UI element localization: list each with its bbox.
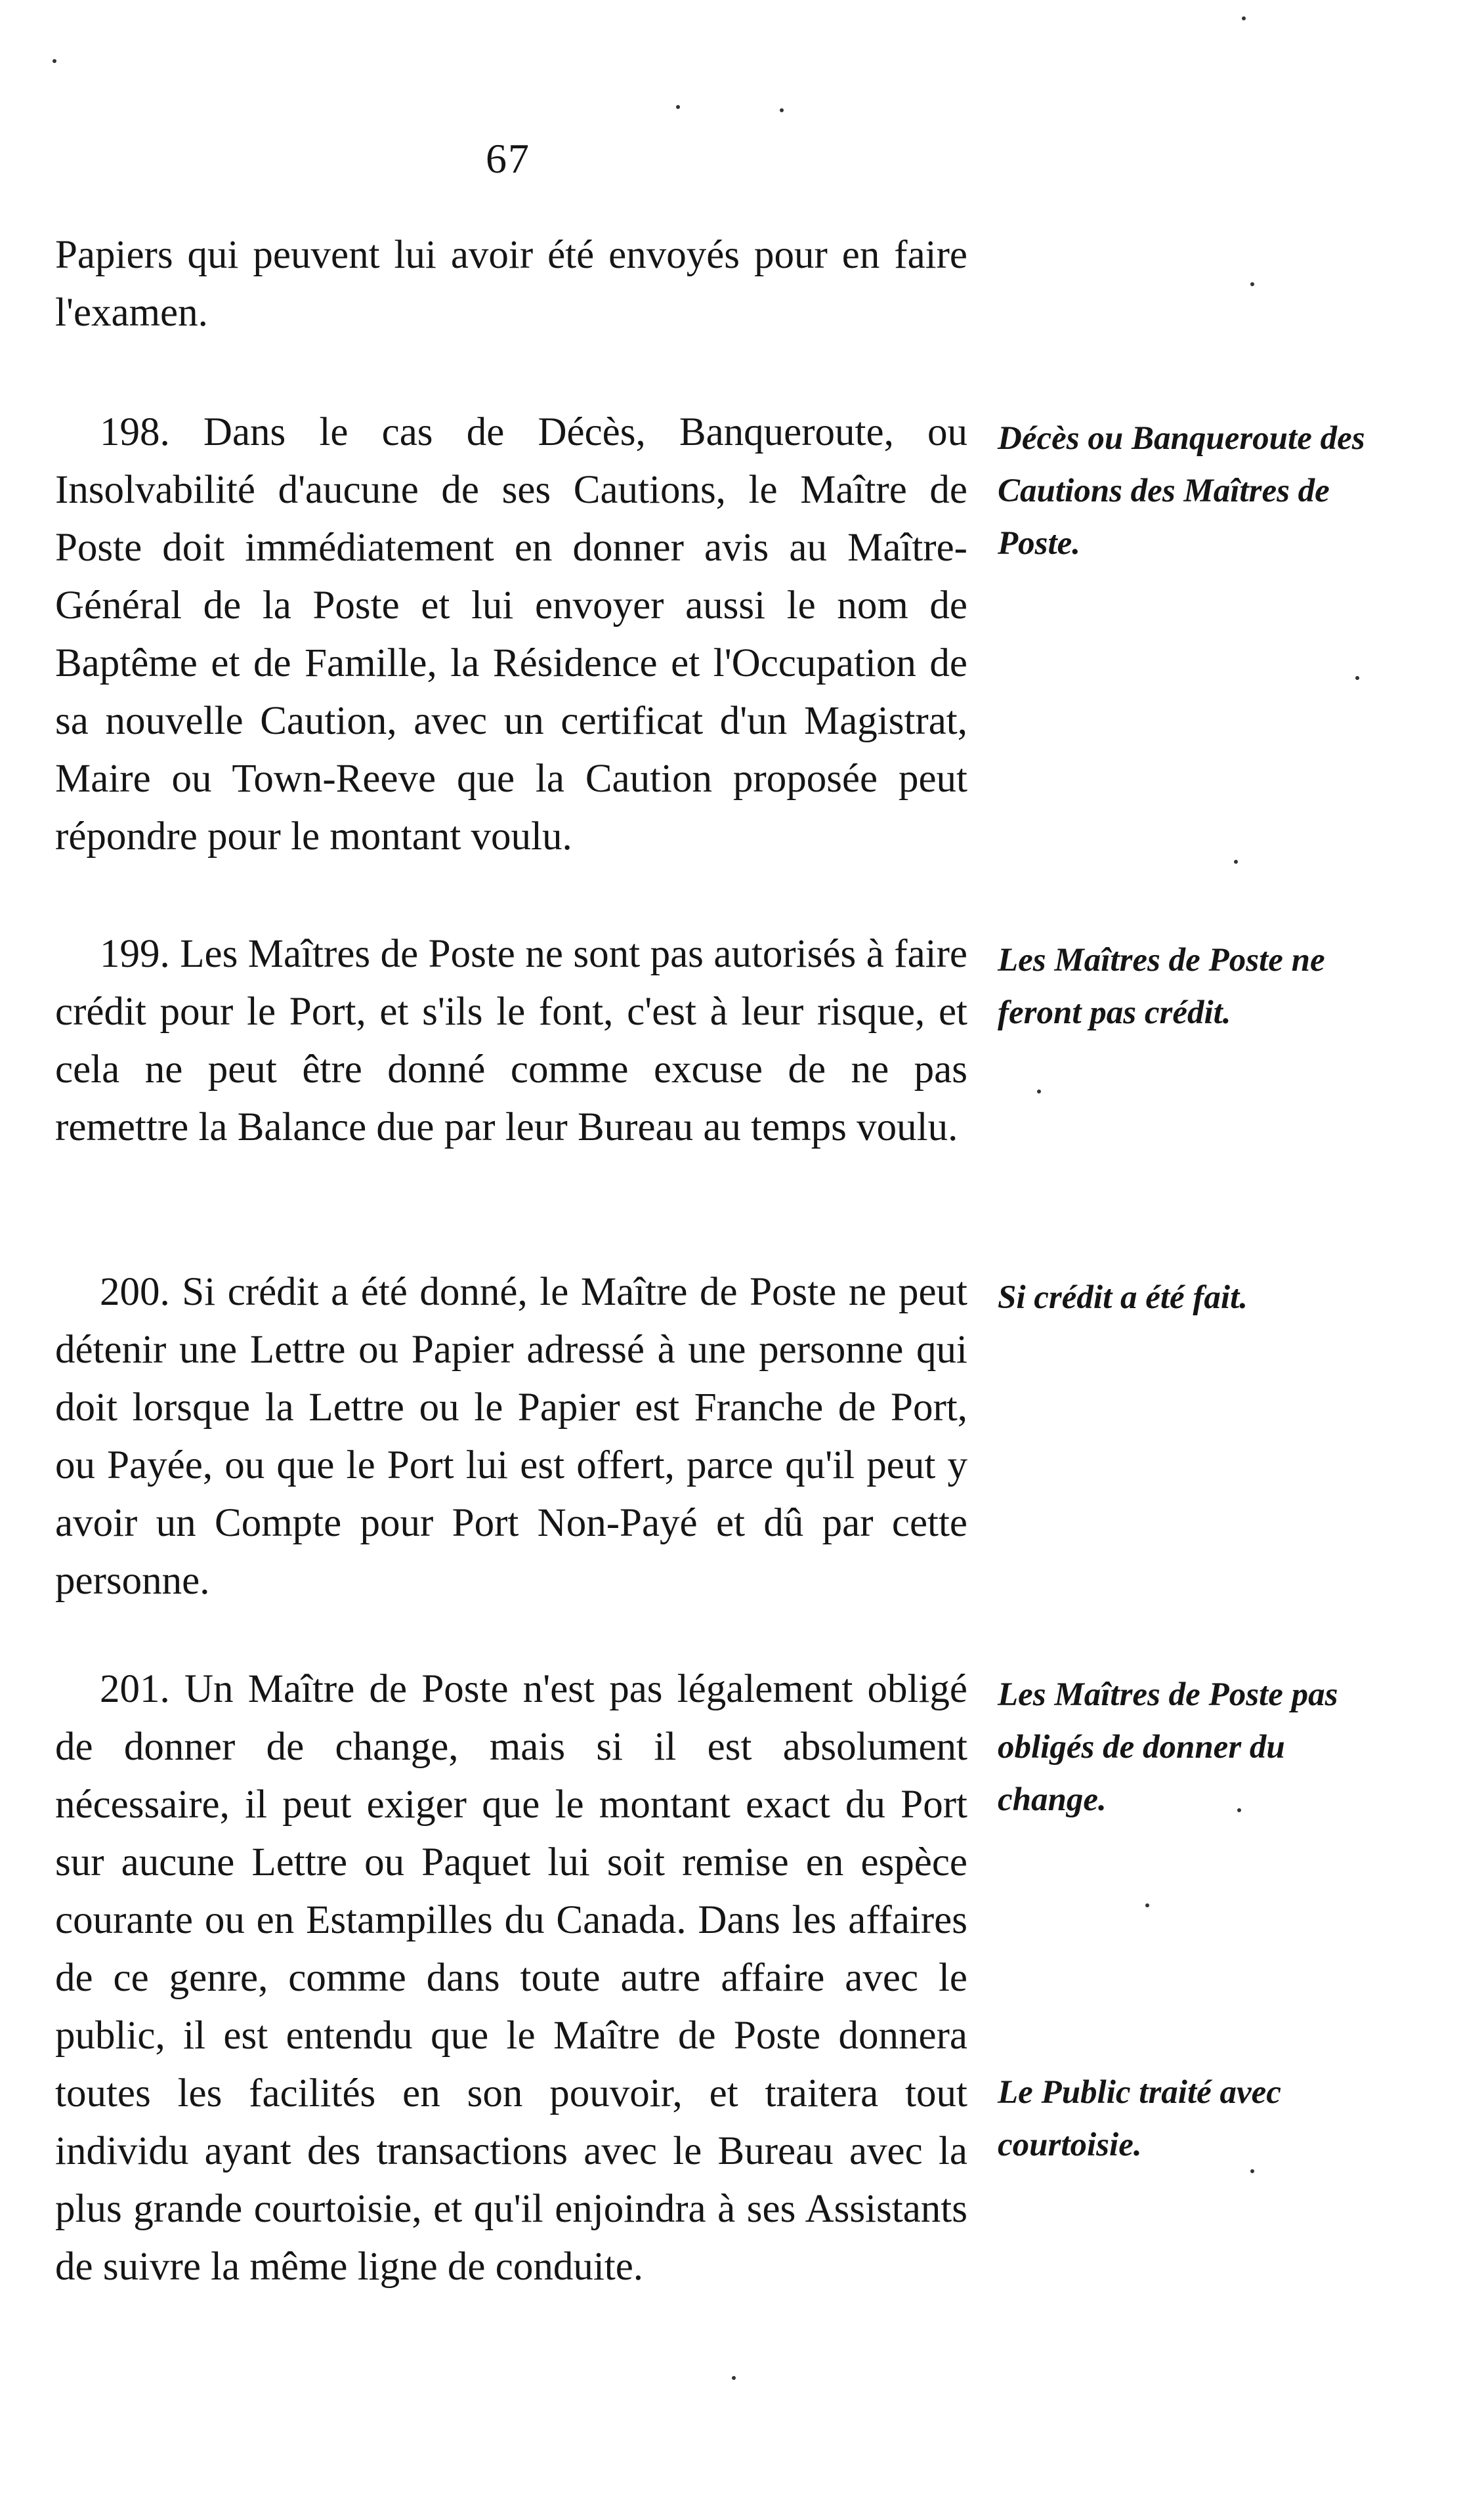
paragraph-198 [55,404,967,866]
scan-speck [732,2376,736,2380]
scan-speck [1250,2169,1254,2173]
paragraph-200-text: 200. Si crédit a été donné, le Maître de Poste ne peut détenir une Lettre ou Papier adressé à une personne qui doit lorsque la Lettre ou le Papier est Franche de Port, ou Payée, ou que le Port lui est offert, parce qu'il peut y avoir un Compte pour Port Non-Payé et dû par cette personne. [55,1270,967,1603]
margin-note-201-change: Les Maîtres de Poste pas obligés de donner du change. [998,1676,1338,1818]
paragraph-201 [55,1661,967,2296]
scan-speck [1242,16,1246,20]
scan-speck [780,108,784,112]
margin-note-198: Décès ou Banqueroute des Cautions des Maîtres de Poste. [998,420,1365,562]
paragraph-199 [55,925,967,1156]
scan-speck [53,59,56,63]
scan-speck [1234,860,1238,864]
scan-speck [1355,676,1359,680]
margin-note-201-courtesy: Le Public traité avec courtoisie. [998,2074,1281,2163]
margin-note-200: Si crédit a été fait. [998,1279,1248,1316]
scan-speck [676,105,680,109]
paragraph-198-text: 198. Dans le cas de Décès, Banqueroute, ou Insolvabilité d'aucune de ses Cautions, le Maître de Poste doit immédiatement en donner avis au Maître-Général de la Poste et lui envoyer aussi le nom de Baptême et de Famille, la Résidence et l'Occupation de sa nouvelle Caution, avec un certificat d'un Magistrat, Maire ou Town-Reeve que la Caution proposée peut répondre pour le montant voulu. [55,410,967,859]
paragraph-200 [55,1263,967,1610]
scan-speck [1237,1808,1241,1812]
margin-note-199: Les Maîtres de Poste ne feront pas crédit. [998,942,1325,1031]
paragraph-199-text: 199. Les Maîtres de Poste ne sont pas autorisés à faire crédit pour le Port, et s'ils le font, c'est à leur risque, et cela ne peut être donné comme excuse de ne pas remettre la Balance due par leur Bureau au temps voulu. [55,932,967,1149]
continuation-text [55,226,967,342]
paragraph-201-text: 201. Un Maître de Poste n'est pas légalement obligé de donner de change, mais si il est absolument nécessaire, il peut exiger que le montant exact du Port sur aucune Lettre ou Paquet lui soit remise en espèce courante ou en Estampilles du Canada. Dans les affaires de ce genre, comme dans toute autre affaire avec le public, il est entendu que le Maître de Poste donnera toutes les facilités en son pouvoir, et traitera tout individu ayant des transactions avec le Bureau avec la plus grande courtoisie, et qu'il enjoindra à ses Assistants de suivre la même ligne de conduite. [55,1667,967,2289]
scan-speck [1250,282,1254,286]
scan-speck [1037,1090,1041,1093]
page-number: 67 [486,135,530,182]
continuation-paragraph: Papiers qui peuvent lui avoir été envoyés pour en faire l'examen. [55,233,967,335]
scan-speck [1145,1903,1149,1907]
